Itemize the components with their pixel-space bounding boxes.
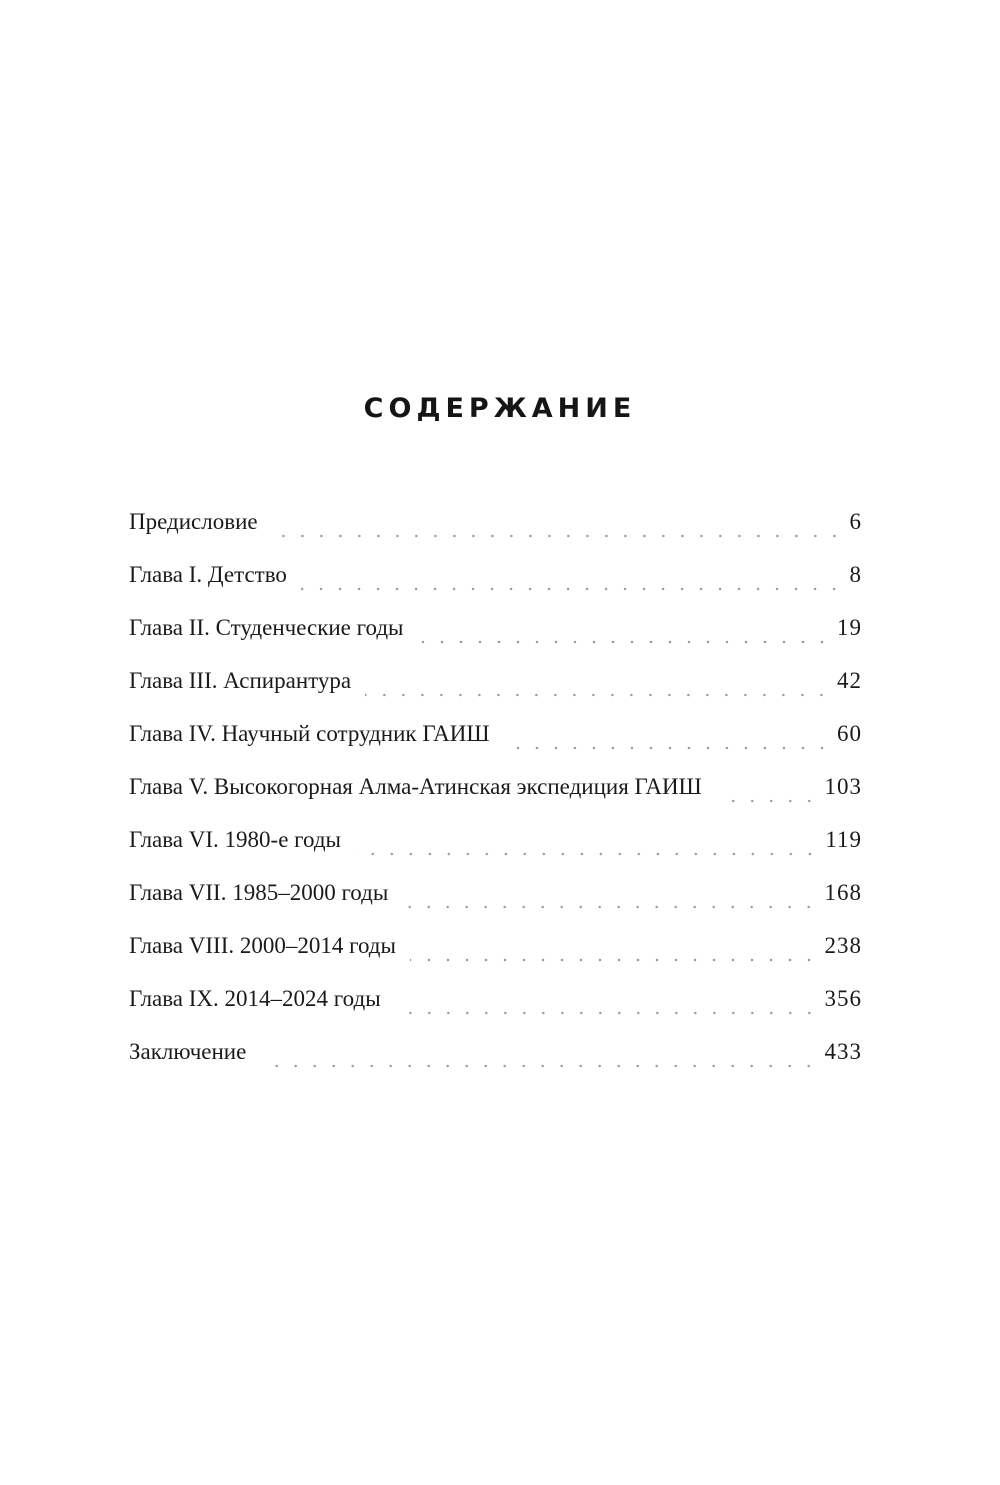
toc-entry-title: Глава IV. Научный сотрудник ГАИШ (129, 721, 490, 746)
toc-entry-title: Заключение (129, 1039, 247, 1064)
toc-heading: СОДЕРЖАНИЕ (363, 393, 637, 424)
toc-entry-page-number: 238 (824, 933, 862, 958)
dot-leader (418, 639, 832, 645)
dot-leader (260, 1063, 818, 1069)
toc-entry-page-number: 433 (824, 1039, 862, 1064)
toc-entry-page-number: 8 (849, 562, 862, 587)
toc-entry-chapter-6 (129, 822, 862, 875)
toc-entry-page-number: 168 (824, 880, 862, 905)
toc-entry-chapter-7 (129, 875, 862, 928)
toc-entry-title: Глава IX. 2014–2024 годы (129, 986, 381, 1011)
toc-entry-title: Глава V. Высокогорная Алма-Атинская экспедиция ГАИШ (129, 774, 702, 799)
toc-entry-chapter-3 (129, 663, 862, 716)
toc-entry-title: Глава II. Студенческие годы (129, 615, 404, 640)
toc-entry-chapter-1 (129, 557, 862, 610)
toc-entry-title: Глава VI. 1980-е годы (129, 827, 342, 852)
toc-entry-page-number: 42 (837, 668, 862, 693)
dot-leader (402, 904, 818, 910)
toc-entry-chapter-5 (129, 769, 862, 822)
toc-entry-page-number: 356 (824, 986, 862, 1011)
dot-leader (716, 798, 819, 804)
dot-leader (410, 957, 819, 963)
toc-entry-title: Глава III. Аспирантура (129, 668, 352, 693)
table-of-contents (129, 504, 862, 1087)
toc-entry-chapter-4 (129, 716, 862, 769)
toc-entry-conclusion (129, 1034, 862, 1087)
toc-entry-chapter-2 (129, 610, 862, 663)
toc-entry-title: Предисловие (129, 509, 258, 534)
toc-entry-page-number: 119 (825, 827, 862, 852)
toc-entry-page-number: 60 (837, 721, 862, 746)
toc-entry-page-number: 6 (849, 509, 862, 534)
toc-entry-title: Глава VIII. 2000–2014 годы (129, 933, 396, 958)
toc-entry-chapter-8 (129, 928, 862, 981)
toc-entry-title: Глава VII. 1985–2000 годы (129, 880, 389, 905)
dot-leader (395, 1010, 819, 1016)
dot-leader (504, 745, 831, 751)
toc-entry-preface (129, 504, 862, 557)
dot-leader (355, 851, 819, 857)
toc-entry-title: Глава I. Детство (129, 562, 287, 587)
dot-leader (272, 533, 844, 539)
dot-leader (365, 692, 831, 698)
toc-entry-page-number: 19 (837, 615, 862, 640)
dot-leader (301, 586, 844, 592)
toc-entry-chapter-9 (129, 981, 862, 1034)
toc-entry-page-number: 103 (824, 774, 862, 799)
